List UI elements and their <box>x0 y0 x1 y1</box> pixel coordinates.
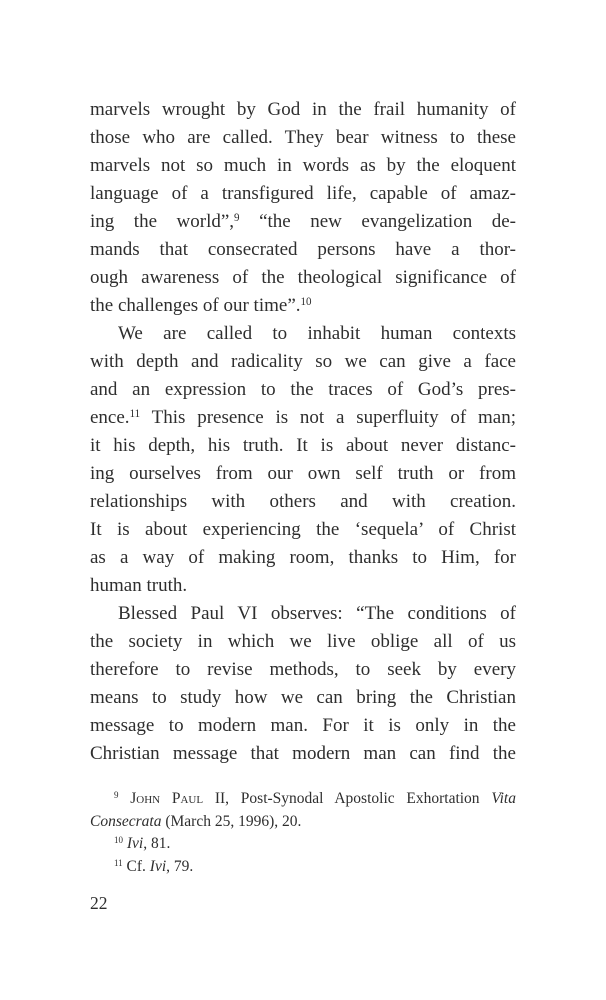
text-segment: Vita <box>491 790 516 807</box>
footnotes <box>90 788 516 878</box>
paragraph <box>90 96 516 320</box>
text-line <box>90 348 516 376</box>
footnote <box>90 833 516 856</box>
text-line <box>90 124 516 152</box>
text-segment: This presence is not a superfluity of man; <box>140 407 516 428</box>
text-segment: therefore to revise methods, to seek by every <box>90 659 516 680</box>
text-segment: those who are called. They bear witness to these <box>90 127 516 148</box>
text-line <box>90 488 516 516</box>
text-line <box>90 684 516 712</box>
text-line <box>90 572 516 600</box>
text-segment: It is about experiencing the ‘sequela’ of Christ <box>90 519 516 540</box>
footnote-reference: 10 <box>300 296 312 309</box>
text-segment: marvels not so much in words as by the eloquent <box>90 155 516 176</box>
text-line <box>90 292 516 320</box>
footnote <box>90 788 516 833</box>
text-line <box>90 544 516 572</box>
text-segment: We are called to inhabit human contexts <box>118 323 516 344</box>
text-line <box>90 856 516 879</box>
text-segment <box>119 790 131 807</box>
text-segment: human truth. <box>90 575 188 596</box>
text-line <box>90 656 516 684</box>
text-segment: ing the world”, <box>90 211 235 232</box>
text-segment: Christian message that modern man can find the <box>90 743 516 764</box>
text-segment: means to study how we can bring the Christian <box>90 687 516 708</box>
text-segment: message to modern man. For it is only in the <box>90 715 516 736</box>
text-segment: John Paul <box>130 790 204 807</box>
footnote-reference: 9 <box>114 790 119 801</box>
text-segment: , 81. <box>143 835 171 852</box>
footnote-reference: 11 <box>129 408 141 421</box>
text-block <box>90 96 516 878</box>
text-segment: Ivi <box>149 857 167 875</box>
text-segment: mands that consecrated persons have a thor- <box>90 239 516 260</box>
text-segment: (March 25, 1996), 20. <box>161 812 302 830</box>
text-segment: as a way of making room, thanks to Him, for <box>90 547 516 568</box>
text-line <box>90 180 516 208</box>
text-line <box>90 833 516 856</box>
text-segment: ence. <box>90 407 130 428</box>
text-line <box>90 96 516 124</box>
text-line <box>90 264 516 292</box>
text-line <box>90 740 516 768</box>
text-segment: relationships with others and with creation. <box>90 491 516 512</box>
text-line <box>90 152 516 180</box>
text-line <box>90 600 516 628</box>
footnote-reference: 11 <box>114 857 123 868</box>
paragraph <box>90 320 516 600</box>
text-segment: the society in which we live oblige all of us <box>90 631 516 652</box>
footnote-reference: 9 <box>234 212 240 225</box>
footnote-reference: 10 <box>114 835 123 846</box>
text-line <box>90 320 516 348</box>
text-segment: marvels wrought by God in the frail humanity of <box>90 99 516 120</box>
text-segment: , 79. <box>166 857 194 875</box>
text-segment: Ivi <box>126 835 144 852</box>
text-segment: Cf. <box>126 857 150 875</box>
body-text <box>90 96 516 768</box>
text-line <box>90 432 516 460</box>
paragraph <box>90 600 516 768</box>
footnote <box>90 856 516 879</box>
text-segment: “the new evangelization de- <box>239 211 516 232</box>
text-line <box>90 236 516 264</box>
text-line <box>90 712 516 740</box>
text-segment: with depth and radicality so we can give a face <box>90 351 516 372</box>
text-line <box>90 628 516 656</box>
text-segment: the challenges of our time”. <box>90 295 301 316</box>
text-segment: language of a transfigured life, capable of amaz- <box>90 183 516 204</box>
text-line <box>90 516 516 544</box>
text-segment: ough awareness of the theological significance of <box>90 267 516 288</box>
text-segment: II, Post-Synodal Apostolic Exhortation <box>203 790 492 807</box>
text-line <box>90 376 516 404</box>
text-segment: ing ourselves from our own self truth or from <box>90 463 516 484</box>
text-line <box>90 208 516 236</box>
text-line <box>90 404 516 432</box>
text-line <box>90 811 516 834</box>
text-segment: Blessed Paul VI observes: “The conditions of <box>118 603 516 624</box>
text-segment: and an expression to the traces of God’s pres- <box>90 379 516 400</box>
page-number: 22 <box>90 893 108 913</box>
text-line <box>90 460 516 488</box>
text-segment: it his depth, his truth. It is about never distanc- <box>90 435 516 456</box>
text-line <box>90 788 516 811</box>
text-segment: Consecrata <box>90 812 162 830</box>
